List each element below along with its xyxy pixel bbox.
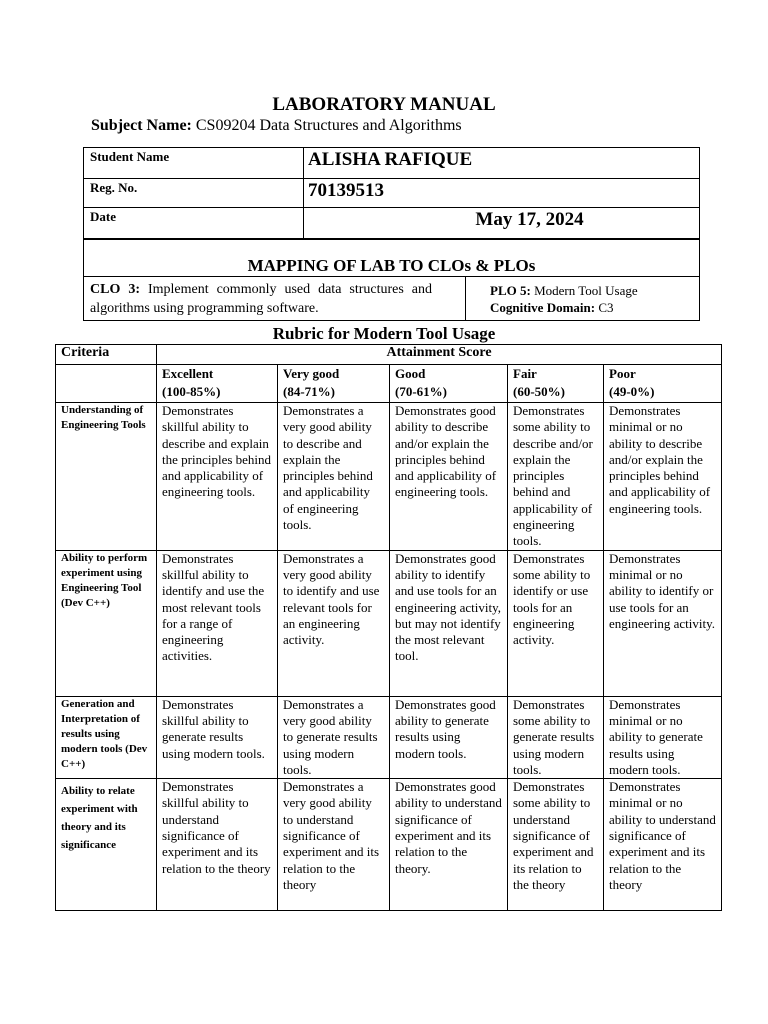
rubric-cell: Demonstrates some ability to generate results using modern tools. [508, 696, 604, 778]
rubric-cell: Demonstrates minimal or no ability to understand significance of experiment and its relation to the theory [604, 779, 722, 911]
student-info-table [83, 147, 700, 239]
rubric-cell: Demonstrates skillful ability to identify and use the most relevant tools for a range of engineering activities. [157, 550, 278, 696]
plo-text [490, 282, 638, 316]
rubric-cell: Demonstrates skillful ability to understand significance of experiment and its relation to the theory [157, 779, 278, 911]
subject-label: Subject Name: [91, 117, 192, 134]
plo-label: PLO 5: [490, 283, 531, 298]
rubric-cell: Demonstrates good ability to identify and use tools for an engineering activity, but may not identify the most relevant tool. [390, 550, 508, 696]
clo-label: CLO 3: [90, 282, 140, 297]
rubric-cell: Demonstrates good ability to understand significance of experiment and its relation to the theory. [390, 779, 508, 911]
date-label: Date [84, 208, 304, 239]
level-name: Very good [283, 366, 340, 381]
rubric-cell: Demonstrates good ability to describe and/or explain the principles behind and applicability of engineering tools. [390, 403, 508, 551]
criteria-header: Criteria [56, 345, 157, 365]
empty-cell [56, 365, 157, 403]
subject-line [91, 117, 462, 135]
level-header [157, 365, 278, 403]
rubric-cell: Demonstrates minimal or no ability to generate results using modern tools. [604, 696, 722, 778]
mapping-row [84, 276, 699, 320]
rubric-cell: Demonstrates some ability to understand significance of experiment and its relation to the theory [508, 779, 604, 911]
rubric-cell: Demonstrates minimal or no ability to describe and/or explain the principles behind and applicability of engineering tools. [604, 403, 722, 551]
divider [465, 277, 466, 320]
rubric-cell: Demonstrates skillful ability to generate results using modern tools. [157, 696, 278, 778]
level-name: Poor [609, 366, 636, 381]
rubric-cell: Demonstrates good ability to generate results using modern tools. [390, 696, 508, 778]
rubric-title: Rubric for Modern Tool Usage [272, 324, 496, 343]
criterion-cell: Understanding of Engineering Tools [56, 403, 157, 551]
attainment-header: Attainment Score [157, 345, 722, 365]
criterion-cell: Ability to perform experiment using Engineering Tool (Dev C++) [56, 550, 157, 696]
level-range: (60-50%) [513, 384, 565, 399]
criterion-cell: Ability to relate experiment with theory and its significance [56, 779, 157, 911]
rubric-table [55, 344, 722, 911]
reg-no-label: Reg. No. [84, 179, 304, 208]
rubric-cell: Demonstrates some ability to describe and/or explain the principles behind and applicability of engineering tools. [508, 403, 604, 551]
level-name: Fair [513, 366, 537, 381]
rubric-cell: Demonstrates a very good ability to generate results using modern tools. [278, 696, 390, 778]
cognitive-domain-label: Cognitive Domain: [490, 300, 596, 315]
mapping-title: MAPPING OF LAB TO CLOs & PLOs [247, 256, 536, 275]
level-header [508, 365, 604, 403]
level-header [390, 365, 508, 403]
date-value: May 17, 2024 [304, 208, 700, 239]
level-name: Good [395, 366, 426, 381]
cognitive-domain-value: C3 [598, 300, 614, 315]
clo-plo-mapping [83, 238, 700, 321]
clo-description: Implement commonly used data structures and algorithms using programming software. [90, 282, 433, 316]
subject-value: CS09204 Data Structures and Algorithms [195, 117, 462, 134]
clo-text [90, 280, 432, 318]
level-range: (49-0%) [609, 384, 655, 399]
student-name-value: ALISHA RAFIQUE [304, 148, 700, 179]
level-range: (70-61%) [395, 384, 447, 399]
rubric-cell: Demonstrates a very good ability to identify and use relevant tools for an engineering activity. [278, 550, 390, 696]
student-name-label: Student Name [84, 148, 304, 179]
level-header [278, 365, 390, 403]
rubric-cell: Demonstrates a very good ability to understand significance of experiment and its relation to the theory [278, 779, 390, 911]
rubric-cell: Demonstrates skillful ability to describe and explain the principles behind and applicability of engineering tools. [157, 403, 278, 551]
criterion-cell: Generation and Interpretation of results using modern tools (Dev C++) [56, 696, 157, 778]
level-range: (84-71%) [283, 384, 335, 399]
rubric-cell: Demonstrates some ability to identify or use tools for an engineering activity. [508, 550, 604, 696]
level-name: Excellent [162, 366, 214, 381]
rubric-cell: Demonstrates a very good ability to describe and explain the principles behind and applicability of engineering tools. [278, 403, 390, 551]
plo-description: Modern Tool Usage [534, 283, 638, 298]
level-header [604, 365, 722, 403]
page-title: LABORATORY MANUAL [272, 94, 496, 115]
level-range: (100-85%) [162, 384, 221, 399]
rubric-cell: Demonstrates minimal or no ability to identify or use tools for an engineering activity. [604, 550, 722, 696]
reg-no-value: 70139513 [304, 179, 700, 208]
